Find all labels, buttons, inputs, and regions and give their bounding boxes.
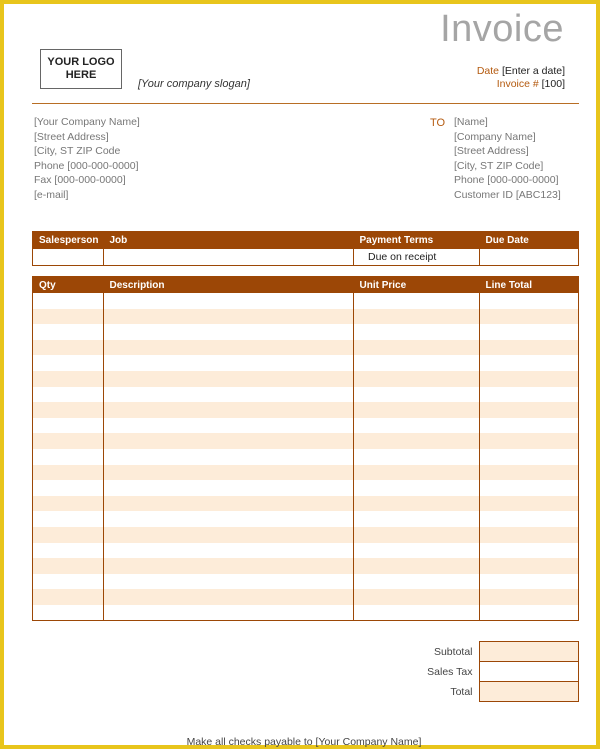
qty-cell[interactable] — [33, 480, 104, 496]
recipient-street[interactable]: [Street Address] — [454, 145, 529, 158]
line-total-cell[interactable] — [480, 527, 579, 543]
line-total-cell[interactable] — [480, 309, 579, 325]
unit-price-cell[interactable] — [354, 511, 480, 527]
unit-price-cell[interactable] — [354, 324, 480, 340]
unit-price-cell[interactable] — [354, 605, 480, 621]
company-slogan[interactable]: [Your company slogan] — [138, 78, 250, 90]
payment-terms-cell[interactable]: Due on receipt — [354, 249, 480, 266]
unit-price-cell[interactable] — [354, 293, 480, 309]
unit-price-cell[interactable] — [354, 433, 480, 449]
qty-cell[interactable] — [33, 605, 104, 621]
job-table — [32, 231, 579, 266]
unit-price-cell[interactable] — [354, 418, 480, 434]
line-item-row — [33, 465, 579, 481]
invoice-title: Invoice — [440, 8, 564, 50]
sender-city[interactable]: [City, ST ZIP Code — [34, 145, 121, 158]
description-cell[interactable] — [104, 402, 354, 418]
line-total-cell[interactable] — [480, 340, 579, 356]
line-item-row — [33, 496, 579, 512]
date-label: Date — [476, 65, 500, 77]
unit-price-cell[interactable] — [354, 449, 480, 465]
unit-price-cell[interactable] — [354, 574, 480, 590]
header-job: Job — [104, 232, 354, 249]
line-item-row — [33, 309, 579, 325]
recipient-phone[interactable]: Phone [000-000-0000] — [454, 174, 559, 187]
description-cell[interactable] — [104, 589, 354, 605]
qty-cell[interactable] — [33, 527, 104, 543]
description-cell[interactable] — [104, 543, 354, 559]
description-cell[interactable] — [104, 433, 354, 449]
description-cell[interactable] — [104, 465, 354, 481]
qty-cell[interactable] — [33, 371, 104, 387]
description-cell[interactable] — [104, 527, 354, 543]
description-cell[interactable] — [104, 449, 354, 465]
header-description: Description — [104, 277, 354, 294]
unit-price-cell[interactable] — [354, 387, 480, 403]
line-item-row — [33, 324, 579, 340]
subtotal-value[interactable] — [479, 642, 578, 662]
qty-cell[interactable] — [33, 465, 104, 481]
line-total-cell[interactable] — [480, 355, 579, 371]
line-item-row — [33, 293, 579, 309]
unit-price-cell[interactable] — [354, 496, 480, 512]
invoice-number-line — [497, 78, 565, 90]
qty-cell[interactable] — [33, 309, 104, 325]
qty-cell[interactable] — [33, 496, 104, 512]
sender-fax[interactable]: Fax [000-000-0000] — [34, 174, 126, 187]
header-due-date: Due Date — [480, 232, 579, 249]
line-total-cell[interactable] — [480, 293, 579, 309]
to-label: TO — [430, 117, 446, 129]
line-total-cell[interactable] — [480, 387, 579, 403]
qty-cell[interactable] — [33, 402, 104, 418]
line-item-row — [33, 371, 579, 387]
line-item-row — [33, 605, 579, 621]
unit-price-cell[interactable] — [354, 340, 480, 356]
description-cell[interactable] — [104, 324, 354, 340]
unit-price-cell[interactable] — [354, 527, 480, 543]
recipient-address — [454, 115, 561, 203]
sender-company[interactable]: [Your Company Name] — [34, 116, 140, 128]
description-cell[interactable] — [104, 574, 354, 590]
description-cell[interactable] — [104, 293, 354, 309]
description-cell[interactable] — [104, 605, 354, 621]
qty-cell[interactable] — [33, 293, 104, 309]
logo-text-line1: YOUR LOGO — [47, 56, 115, 68]
description-cell[interactable] — [104, 340, 354, 356]
due-date-cell[interactable] — [480, 249, 579, 266]
header-divider — [32, 103, 579, 104]
qty-cell[interactable] — [33, 543, 104, 559]
header-qty: Qty — [33, 277, 104, 294]
recipient-name[interactable]: [Name] — [454, 116, 488, 128]
description-cell[interactable] — [104, 355, 354, 371]
unit-price-cell[interactable] — [354, 480, 480, 496]
line-item-row — [33, 355, 579, 371]
recipient-city[interactable]: [City, ST ZIP Code] — [454, 159, 544, 172]
qty-cell[interactable] — [33, 340, 104, 356]
line-item-row — [33, 387, 579, 403]
header-salesperson: Salesperson — [33, 232, 104, 249]
line-item-row — [33, 418, 579, 434]
line-item-row — [33, 589, 579, 605]
qty-cell[interactable] — [33, 433, 104, 449]
logo-placeholder[interactable] — [40, 49, 122, 89]
subtotal-label: Subtotal — [433, 645, 473, 658]
line-total-cell[interactable] — [480, 480, 579, 496]
sender-street[interactable]: [Street Address] — [34, 130, 109, 143]
header-unit-price: Unit Price — [354, 277, 480, 294]
line-total-cell[interactable] — [480, 511, 579, 527]
date-line — [477, 65, 565, 77]
date-value[interactable]: [Enter a date] — [501, 65, 565, 77]
line-total-cell[interactable] — [480, 589, 579, 605]
qty-cell[interactable] — [33, 511, 104, 527]
line-item-row — [33, 449, 579, 465]
salesperson-cell[interactable] — [33, 249, 104, 266]
line-total-cell[interactable] — [480, 371, 579, 387]
line-item-row — [33, 543, 579, 559]
recipient-company[interactable]: [Company Name] — [454, 130, 536, 143]
line-total-cell[interactable] — [480, 402, 579, 418]
sender-email[interactable]: [e-mail] — [34, 188, 69, 201]
unit-price-cell[interactable] — [354, 371, 480, 387]
line-item-row — [33, 558, 579, 574]
job-cell[interactable] — [104, 249, 354, 266]
sender-phone[interactable]: Phone [000-000-0000] — [34, 159, 139, 172]
qty-cell[interactable] — [33, 387, 104, 403]
qty-cell[interactable] — [33, 449, 104, 465]
description-cell[interactable] — [104, 371, 354, 387]
description-cell[interactable] — [104, 387, 354, 403]
description-cell[interactable] — [104, 480, 354, 496]
line-total-cell[interactable] — [480, 605, 579, 621]
line-item-row — [33, 480, 579, 496]
line-item-row — [33, 511, 579, 527]
line-total-cell[interactable] — [480, 465, 579, 481]
line-total-cell[interactable] — [480, 449, 579, 465]
unit-price-cell[interactable] — [354, 589, 480, 605]
sales-tax-value[interactable] — [479, 662, 578, 682]
line-item-row — [33, 402, 579, 418]
line-item-row — [33, 574, 579, 590]
line-total-cell[interactable] — [480, 496, 579, 512]
qty-cell[interactable] — [33, 324, 104, 340]
unit-price-cell[interactable] — [354, 543, 480, 559]
line-item-row — [33, 433, 579, 449]
qty-cell[interactable] — [33, 558, 104, 574]
line-total-cell[interactable] — [480, 324, 579, 340]
sales-tax-label: Sales Tax — [427, 665, 473, 678]
total-value[interactable] — [479, 682, 578, 702]
unit-price-cell[interactable] — [354, 558, 480, 574]
unit-price-cell[interactable] — [354, 402, 480, 418]
total-label: Total — [450, 685, 473, 698]
description-cell[interactable] — [104, 418, 354, 434]
recipient-customer-id[interactable]: Customer ID [ABC123] — [454, 188, 561, 201]
line-total-cell[interactable] — [480, 558, 579, 574]
invoice-number-label: Invoice # — [496, 78, 539, 90]
sender-address — [34, 115, 140, 203]
line-item-row — [33, 527, 579, 543]
summary-table — [32, 641, 579, 702]
qty-cell[interactable] — [33, 418, 104, 434]
description-cell[interactable] — [104, 558, 354, 574]
line-total-cell[interactable] — [480, 433, 579, 449]
unit-price-cell[interactable] — [354, 309, 480, 325]
qty-cell[interactable] — [33, 589, 104, 605]
unit-price-cell[interactable] — [354, 465, 480, 481]
line-total-cell[interactable] — [480, 543, 579, 559]
invoice-number-value[interactable]: [100] — [541, 78, 565, 90]
line-total-cell[interactable] — [480, 574, 579, 590]
line-item-row — [33, 340, 579, 356]
qty-cell[interactable] — [33, 574, 104, 590]
header-payment-terms: Payment Terms — [354, 232, 480, 249]
footer-note: Make all checks payable to [Your Company Name] — [186, 736, 422, 748]
line-items-body — [33, 293, 579, 621]
line-total-cell[interactable] — [480, 418, 579, 434]
description-cell[interactable] — [104, 309, 354, 325]
line-items-table — [32, 276, 579, 621]
unit-price-cell[interactable] — [354, 355, 480, 371]
qty-cell[interactable] — [33, 355, 104, 371]
header-line-total: Line Total — [480, 277, 579, 294]
description-cell[interactable] — [104, 511, 354, 527]
description-cell[interactable] — [104, 496, 354, 512]
logo-text-line2: HERE — [65, 69, 97, 81]
